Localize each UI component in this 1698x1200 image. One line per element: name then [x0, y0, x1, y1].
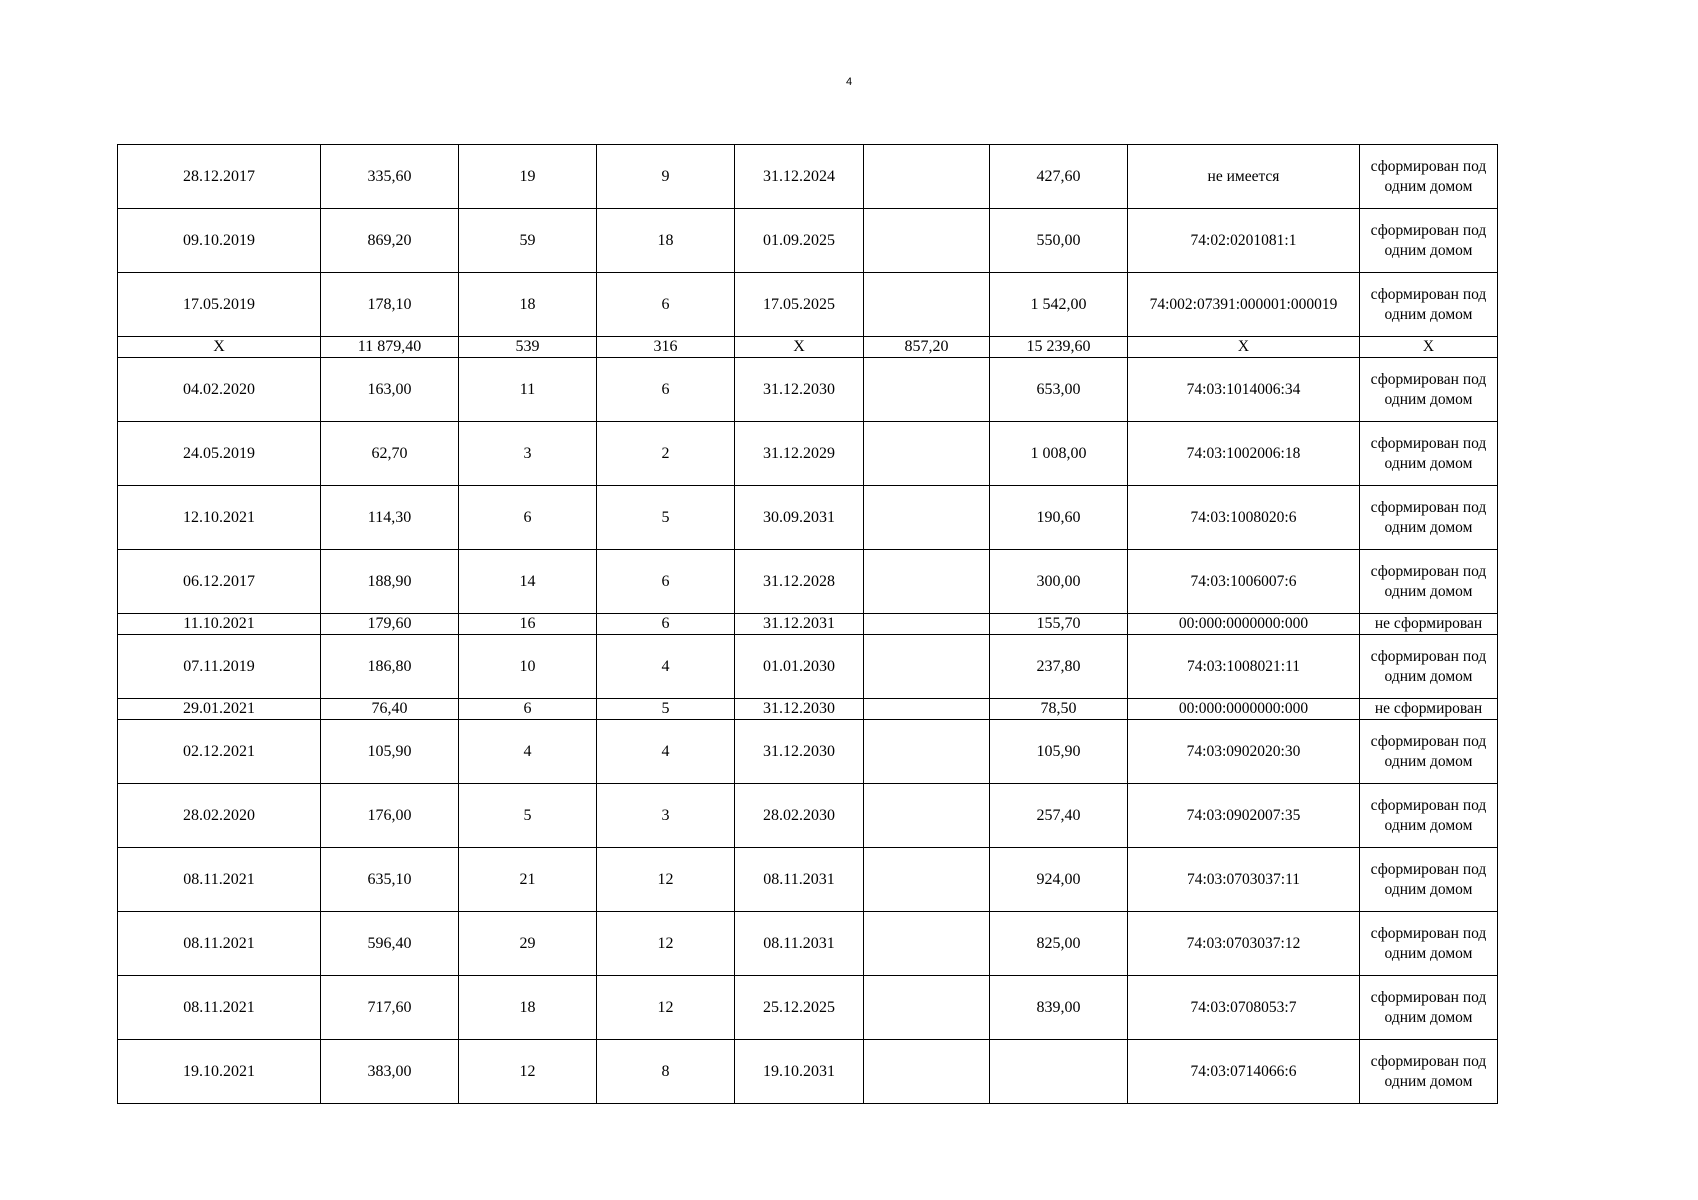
cell-date: 04.02.2020: [118, 358, 321, 422]
cell-planned-date: 28.02.2030: [735, 784, 864, 848]
cell-extra-area: [864, 1040, 990, 1104]
cell-cadastral-number: 74:03:0902007:35: [1128, 784, 1360, 848]
cell-planned-date: X: [735, 337, 864, 358]
cell-residents: 5: [459, 784, 597, 848]
table-row: [118, 912, 1498, 976]
cell-extra-area: [864, 550, 990, 614]
cell-extra-area: 857,20: [864, 337, 990, 358]
cell-planned-date: 31.12.2029: [735, 422, 864, 486]
cell-planned-date: 08.11.2031: [735, 912, 864, 976]
cell-area: 178,10: [321, 273, 459, 337]
cell-cadastral-number: 74:03:0703037:12: [1128, 912, 1360, 976]
cell-apartments: 2: [597, 422, 735, 486]
cell-planned-date: 31.12.2028: [735, 550, 864, 614]
table-row: [118, 209, 1498, 273]
cell-residents: 21: [459, 848, 597, 912]
cell-apartments: 4: [597, 720, 735, 784]
cell-land-status: сформирован под одним домом: [1360, 273, 1498, 337]
cell-residents: 539: [459, 337, 597, 358]
cell-apartments: 6: [597, 550, 735, 614]
cell-land-status: сформирован под одним домом: [1360, 1040, 1498, 1104]
cell-extra-area: [864, 635, 990, 699]
cell-date: 19.10.2021: [118, 1040, 321, 1104]
cell-planned-date: 25.12.2025: [735, 976, 864, 1040]
cell-planned-date: 31.12.2030: [735, 699, 864, 720]
table-row: [118, 720, 1498, 784]
cell-extra-area: [864, 486, 990, 550]
table-row: [118, 1040, 1498, 1104]
cell-apartments: 6: [597, 358, 735, 422]
cell-date: 17.05.2019: [118, 273, 321, 337]
cell-land-area: 15 239,60: [990, 337, 1128, 358]
cell-extra-area: [864, 273, 990, 337]
cell-apartments: 9: [597, 145, 735, 209]
cell-cadastral-number: X: [1128, 337, 1360, 358]
cell-area: 188,90: [321, 550, 459, 614]
cell-residents: 18: [459, 976, 597, 1040]
cell-land-status: сформирован под одним домом: [1360, 784, 1498, 848]
table-row: [118, 358, 1498, 422]
cell-residents: 19: [459, 145, 597, 209]
cell-land-area: 190,60: [990, 486, 1128, 550]
cell-planned-date: 31.12.2030: [735, 358, 864, 422]
cell-apartments: 6: [597, 273, 735, 337]
cell-land-status: X: [1360, 337, 1498, 358]
cell-residents: 6: [459, 699, 597, 720]
cell-apartments: 3: [597, 784, 735, 848]
cell-cadastral-number: 74:03:0703037:11: [1128, 848, 1360, 912]
cell-area: 62,70: [321, 422, 459, 486]
cell-planned-date: 31.12.2030: [735, 720, 864, 784]
cell-residents: 10: [459, 635, 597, 699]
cell-land-area: 1 542,00: [990, 273, 1128, 337]
cell-residents: 12: [459, 1040, 597, 1104]
cell-extra-area: [864, 358, 990, 422]
cell-extra-area: [864, 614, 990, 635]
cell-cadastral-number: 74:03:1014006:34: [1128, 358, 1360, 422]
table-row: [118, 337, 1498, 358]
cell-planned-date: 17.05.2025: [735, 273, 864, 337]
cell-apartments: 5: [597, 486, 735, 550]
cell-apartments: 12: [597, 848, 735, 912]
cell-date: 11.10.2021: [118, 614, 321, 635]
cell-land-status: сформирован под одним домом: [1360, 358, 1498, 422]
cell-land-status: сформирован под одним домом: [1360, 912, 1498, 976]
cell-residents: 6: [459, 486, 597, 550]
cell-residents: 29: [459, 912, 597, 976]
cell-extra-area: [864, 784, 990, 848]
cell-date: X: [118, 337, 321, 358]
cell-extra-area: [864, 699, 990, 720]
cell-area: 176,00: [321, 784, 459, 848]
housing-data-table: [117, 144, 1498, 1104]
cell-land-status: сформирован под одним домом: [1360, 976, 1498, 1040]
cell-area: 179,60: [321, 614, 459, 635]
cell-area: 105,90: [321, 720, 459, 784]
cell-date: 08.11.2021: [118, 976, 321, 1040]
cell-land-status: сформирован под одним домом: [1360, 550, 1498, 614]
cell-area: 383,00: [321, 1040, 459, 1104]
cell-land-status: сформирован под одним домом: [1360, 145, 1498, 209]
cell-land-area: 237,80: [990, 635, 1128, 699]
cell-residents: 59: [459, 209, 597, 273]
table-row: [118, 273, 1498, 337]
cell-date: 08.11.2021: [118, 912, 321, 976]
cell-residents: 18: [459, 273, 597, 337]
cell-date: 29.01.2021: [118, 699, 321, 720]
cell-area: 596,40: [321, 912, 459, 976]
table-row: [118, 550, 1498, 614]
cell-cadastral-number: 74:03:1008021:11: [1128, 635, 1360, 699]
cell-cadastral-number: 74:03:0902020:30: [1128, 720, 1360, 784]
cell-residents: 14: [459, 550, 597, 614]
table-row: [118, 422, 1498, 486]
cell-apartments: 6: [597, 614, 735, 635]
cell-apartments: 12: [597, 976, 735, 1040]
cell-land-area: 257,40: [990, 784, 1128, 848]
cell-land-status: не сформирован: [1360, 614, 1498, 635]
cell-land-status: сформирован под одним домом: [1360, 848, 1498, 912]
cell-area: 335,60: [321, 145, 459, 209]
cell-residents: 16: [459, 614, 597, 635]
cell-land-status: сформирован под одним домом: [1360, 720, 1498, 784]
cell-land-area: 653,00: [990, 358, 1128, 422]
table-row: [118, 614, 1498, 635]
cell-extra-area: [864, 848, 990, 912]
cell-land-area: 300,00: [990, 550, 1128, 614]
cell-extra-area: [864, 145, 990, 209]
cell-land-area: 105,90: [990, 720, 1128, 784]
table-row: [118, 976, 1498, 1040]
cell-planned-date: 30.09.2031: [735, 486, 864, 550]
cell-cadastral-number: 74:03:0714066:6: [1128, 1040, 1360, 1104]
cell-cadastral-number: не имеется: [1128, 145, 1360, 209]
cell-area: 635,10: [321, 848, 459, 912]
table-row: [118, 145, 1498, 209]
cell-apartments: 12: [597, 912, 735, 976]
cell-land-area: 839,00: [990, 976, 1128, 1040]
cell-planned-date: 01.01.2030: [735, 635, 864, 699]
cell-cadastral-number: 00:000:0000000:000: [1128, 614, 1360, 635]
table-row: [118, 699, 1498, 720]
table-row: [118, 486, 1498, 550]
cell-date: 08.11.2021: [118, 848, 321, 912]
cell-cadastral-number: 74:002:07391:000001:000019: [1128, 273, 1360, 337]
cell-cadastral-number: 74:03:1006007:6: [1128, 550, 1360, 614]
cell-area: 869,20: [321, 209, 459, 273]
cell-planned-date: 31.12.2024: [735, 145, 864, 209]
cell-land-area: 78,50: [990, 699, 1128, 720]
cell-apartments: 5: [597, 699, 735, 720]
cell-residents: 4: [459, 720, 597, 784]
cell-land-area: 1 008,00: [990, 422, 1128, 486]
cell-extra-area: [864, 912, 990, 976]
cell-land-area: [990, 1040, 1128, 1104]
cell-apartments: 8: [597, 1040, 735, 1104]
cell-apartments: 18: [597, 209, 735, 273]
cell-land-status: не сформирован: [1360, 699, 1498, 720]
table-row: [118, 635, 1498, 699]
cell-date: 06.12.2017: [118, 550, 321, 614]
cell-land-area: 825,00: [990, 912, 1128, 976]
cell-land-status: сформирован под одним домом: [1360, 209, 1498, 273]
cell-area: 114,30: [321, 486, 459, 550]
cell-date: 24.05.2019: [118, 422, 321, 486]
cell-planned-date: 01.09.2025: [735, 209, 864, 273]
cell-area: 163,00: [321, 358, 459, 422]
cell-land-area: 924,00: [990, 848, 1128, 912]
cell-land-status: сформирован под одним домом: [1360, 486, 1498, 550]
cell-planned-date: 08.11.2031: [735, 848, 864, 912]
cell-planned-date: 31.12.2031: [735, 614, 864, 635]
page-number: 4: [845, 76, 853, 88]
cell-date: 02.12.2021: [118, 720, 321, 784]
cell-land-area: 550,00: [990, 209, 1128, 273]
cell-cadastral-number: 74:02:0201081:1: [1128, 209, 1360, 273]
cell-cadastral-number: 74:03:1008020:6: [1128, 486, 1360, 550]
cell-date: 09.10.2019: [118, 209, 321, 273]
cell-land-status: сформирован под одним домом: [1360, 422, 1498, 486]
cell-area: 76,40: [321, 699, 459, 720]
cell-area: 717,60: [321, 976, 459, 1040]
cell-extra-area: [864, 720, 990, 784]
cell-area: 186,80: [321, 635, 459, 699]
cell-extra-area: [864, 422, 990, 486]
cell-planned-date: 19.10.2031: [735, 1040, 864, 1104]
cell-residents: 11: [459, 358, 597, 422]
cell-date: 07.11.2019: [118, 635, 321, 699]
cell-extra-area: [864, 976, 990, 1040]
cell-cadastral-number: 74:03:0708053:7: [1128, 976, 1360, 1040]
cell-cadastral-number: 00:000:0000000:000: [1128, 699, 1360, 720]
cell-apartments: 4: [597, 635, 735, 699]
cell-land-area: 155,70: [990, 614, 1128, 635]
table-body: [118, 145, 1498, 1104]
cell-apartments: 316: [597, 337, 735, 358]
cell-date: 28.02.2020: [118, 784, 321, 848]
cell-land-area: 427,60: [990, 145, 1128, 209]
cell-extra-area: [864, 209, 990, 273]
cell-date: 12.10.2021: [118, 486, 321, 550]
cell-land-status: сформирован под одним домом: [1360, 635, 1498, 699]
cell-area: 11 879,40: [321, 337, 459, 358]
cell-residents: 3: [459, 422, 597, 486]
cell-date: 28.12.2017: [118, 145, 321, 209]
cell-cadastral-number: 74:03:1002006:18: [1128, 422, 1360, 486]
table-row: [118, 848, 1498, 912]
table-row: [118, 784, 1498, 848]
